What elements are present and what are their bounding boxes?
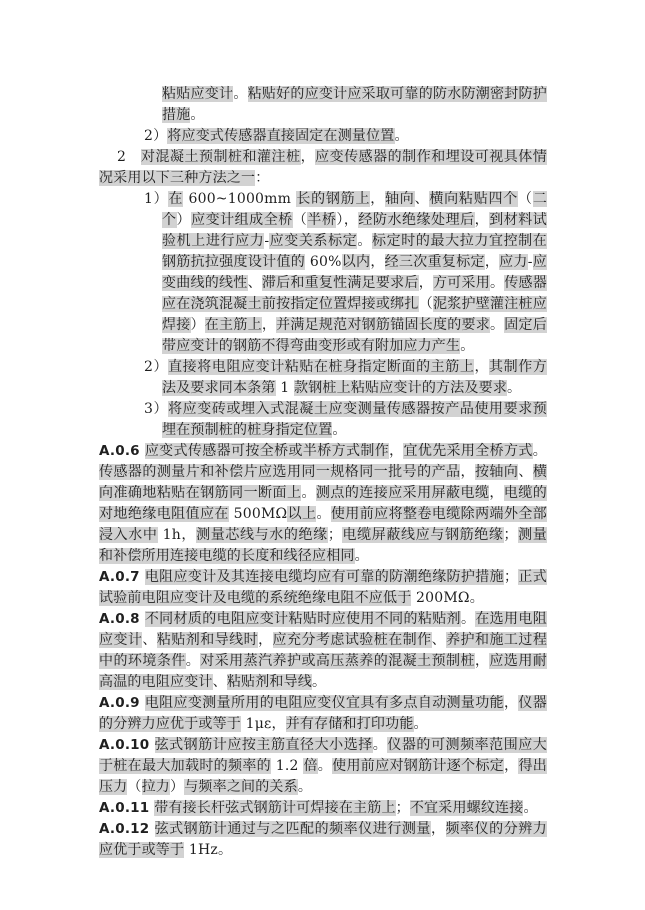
text-run: ， [460,464,475,480]
shaded-text-run: 以上 [287,506,317,522]
text-run: ， [489,485,504,501]
shaded-text-run: 固定后带应变计的钢筋不得弯曲变形或有附加应力产生 [162,317,548,354]
shaded-text-run: 经三次重复标定 [384,254,485,270]
shaded-text-run: 应变传感器的制作和埋设可视具体情况采用以下三种方法之一 [99,149,548,186]
text-run: 。 [507,380,522,396]
text-run: ， [474,359,490,375]
text-run: ， [430,821,446,837]
shaded-text-run: 将应变砖或埋入式混凝土应变测量传感器按产品使用要求预埋在预制桩的桩身指定位置 [162,401,547,438]
text-run: 。 [316,506,331,522]
shaded-text-run: 对采用蒸汽养护或高压蒸养的混凝土预制桩 [200,653,475,669]
shaded-text-run: 粘贴剂和导线 [226,674,313,690]
text-run: （ [127,779,142,795]
method-item-1 [144,189,548,357]
shaded-text-run: 经防水绝缘处理后 [358,212,475,228]
text-run: 、 [431,632,447,648]
shaded-text-run: 按轴向 [474,464,519,480]
text-run: 。 [523,800,538,816]
text-run: 1h， [157,527,197,543]
text-run: ， [300,149,316,165]
method-item-2 [144,357,547,399]
text-run: 、 [247,275,262,291]
shaded-text-run: 使用前应将整卷电缆除两端外全部浸入水中 [99,506,547,543]
shaded-text-run: 在 [168,191,184,207]
shaded-text-run: 在选用电阻应变计 [99,611,547,648]
text-run: ） [176,212,192,228]
shaded-text-run: 并满足规范对钢筋锚固长度的要求 [276,317,491,333]
text-run: 。 [312,674,327,690]
clause-A-0-10 [99,735,547,798]
text-run: ； [503,527,518,543]
text-run: 。 [354,548,369,564]
shaded-text-run: 粘贴应变计 [162,86,234,102]
shaded-text-run: 拉力 [141,779,171,795]
shaded-text-run: 频率仪的分辨力应优于或等于 [99,821,547,858]
text-run: 。 [490,275,505,291]
text-run: 。 [394,128,409,144]
document-body [99,84,547,861]
shaded-text-run: 电缆的对地绝缘电阻值应在 [99,485,548,522]
text-run: ； [504,569,519,585]
shaded-text-run: 电阻应变计及其连接电缆均应有可靠的防潮绝缘防护措施 [144,569,505,585]
shaded-text-run: 款钢桩上粘贴应变计的方法及要求 [294,380,508,396]
text-run: 。 [301,485,316,501]
shaded-text-run: 仪器的可测频率范围应大于桩在最大加载时的频率的 [99,737,548,774]
shaded-text-run: 横向粘贴四个 [429,191,519,207]
shaded-text-run: 测量芯线与水的绝缘 [196,527,328,543]
text-run: 、 [212,674,227,690]
text-run: ） [170,779,185,795]
clause-number: A.0.8 [99,611,145,627]
list-number: 1） [144,191,169,207]
clause-number: A.0.10 [99,737,155,753]
text-run: 。 [297,779,313,795]
clause-number: A.0.9 [99,695,145,711]
method-item-3 [144,399,547,441]
text-run: 1με， [241,716,286,732]
text-run: （ [292,212,308,228]
shaded-text-run: 将应变式传感器直接固定在测量位置 [167,128,395,144]
text-run: 。 [357,233,373,249]
clause-A-0-12 [99,819,547,861]
clause-A-0-11 [99,798,547,819]
shaded-text-run: 以内 [341,254,371,270]
text-run: 。 [233,86,248,102]
clause-number: A.0.12 [99,821,155,837]
shaded-text-run: 到材料试验机上进行应力 [162,212,547,249]
text-run: 500MΩ [228,506,288,522]
shaded-text-run: 倍 [303,758,318,774]
text-run: ， [370,254,385,270]
shaded-text-run: 并有存储和打印功能 [285,716,414,732]
text-run: 、 [142,632,157,648]
text-run: 600~1000mm [183,191,297,207]
shaded-text-run: 与频率之间的关系 [184,779,298,795]
shaded-text-run: 在主筋上 [204,317,262,333]
clause-number: A.0.6 [99,443,145,459]
clause-2-concrete-piles [99,147,547,189]
shaded-text-run: 弦式钢筋计通过与之匹配的频率仪进行测量 [154,821,431,837]
text-run: 1 [275,380,295,396]
text-run: ， [418,275,433,291]
text-run: （ [418,296,433,312]
shaded-text-run: 粘贴好的应变计应采取可靠的防水防潮密封防护措施 [162,86,548,123]
shaded-text-run: 得出压力 [99,758,548,795]
shaded-text-run: 二个 [162,191,548,228]
text-run: ， [370,191,386,207]
text-run: 。 [372,737,388,753]
shaded-text-run: 不宜采用螺纹连接 [409,800,524,816]
list-item-1-continuation [162,84,547,126]
text-run: - [527,254,533,270]
text-run: 1Hz。 [184,842,233,858]
shaded-text-run: 直接将电阻应变计粘贴在桩身指定断面的主筋上 [168,359,475,375]
text-run: ）， [336,212,359,228]
list-number: 2 [117,149,141,165]
text-run: ， [484,254,500,270]
text-run: ， [504,695,519,711]
shaded-text-run: 测点的连接应采用屏蔽电缆 [315,485,490,501]
shaded-text-run: 宜优先采用全桥方式 [403,443,533,459]
clause-A-0-6 [99,441,547,567]
shaded-text-run: 应变关系标定 [269,233,358,249]
text-run: 。 [190,107,205,123]
shaded-text-run: 应选用耐高温的电阻应变计 [99,653,547,690]
clause-A-0-9 [99,693,547,735]
shaded-text-run: 电阻应变测量所用的电阻应变仪宜具有多点自动测量功能 [144,695,505,711]
list-number: 3） [144,401,169,417]
clause-A-0-7 [99,567,547,609]
shaded-text-run: 其制作方法及要求同本条第 [162,359,547,396]
shaded-text-run: 测量和补偿所用连接电缆的长度和线径应相同 [99,527,547,564]
text-run: ， [474,653,490,669]
text-run: 。 [185,653,201,669]
shaded-text-run: 粘贴剂和导线时 [156,632,259,648]
shaded-text-run: 养护和施工过程中的环境条件 [99,632,548,669]
shaded-text-run: 仪器的分辨力应优于或等于 [99,695,547,732]
shaded-text-run: 传感器应在浇筑混凝土前按指定位置焊接或绑扎 [162,275,548,312]
text-run: ： [255,170,270,186]
shaded-text-run: 应变计组成全桥 [191,212,293,228]
list-item-2-steel-pile [144,126,547,147]
text-run: 。 [317,758,333,774]
text-run: 、 [414,191,430,207]
clause-number: A.0.11 [99,800,155,816]
text-run: 200MΩ。 [411,590,484,606]
shaded-text-run: 弦式钢筋计应按主筋直径大小选择 [154,737,373,753]
text-run: ； [395,800,410,816]
shaded-text-run: 标定时的最大拉力宜控制在钢筋抗拉强度设计值的 [162,233,548,270]
shaded-text-run: 方可采用 [432,275,491,291]
shaded-text-run: 泥浆护壁灌注桩应焊接 [162,296,547,333]
text-run: ， [261,317,277,333]
shaded-text-run: 带有接长杆弦式钢筋计可焊接在主筋上 [154,800,396,816]
text-run: 。 [332,422,347,438]
shaded-text-run: 正式试验前电阻应变计及电缆的系统绝缘电阻不应低于 [99,569,547,606]
text-run: ； [327,527,343,543]
shaded-text-run: 应变曲线的线性 [162,254,547,291]
text-run: 、 [518,464,533,480]
shaded-text-run: 应充分考虑试验桩在制作 [272,632,432,648]
text-run: 。 [413,716,428,732]
shaded-text-run: 应变式传感器可按全桥或半桥方式制作 [144,443,390,459]
text-run: - [264,233,270,249]
shaded-text-run: 横向准确地粘贴在钢筋同一断面上 [99,464,548,501]
text-run: 1.2 [271,758,304,774]
text-run: 60% [305,254,342,270]
shaded-text-run: 半桥 [307,212,337,228]
shaded-text-run: 不同材质的电阻应变计粘贴时应使用不同的粘贴剂 [144,611,461,627]
text-run: ， [258,632,273,648]
text-run: （ [518,191,533,207]
text-run: ， [474,212,490,228]
shaded-text-run: 长的钢筋上 [296,191,371,207]
shaded-text-run: 电缆屏蔽线应与钢筋绝缘 [342,527,504,543]
text-run: 。 [490,317,505,333]
text-run: ， [504,758,519,774]
text-run: ， [389,443,404,459]
list-number: 2） [144,359,169,375]
text-run: 。 [460,611,476,627]
shaded-text-run: 轴向 [385,191,415,207]
shaded-text-run: 应力 [499,254,528,270]
text-run: 。 [460,338,475,354]
shaded-text-run: 传感器的测量片和补偿片应选用同一规格同一批号的产品 [99,464,461,480]
shaded-text-run: 使用前应对钢筋计逐个标定 [332,758,505,774]
clause-number: A.0.7 [99,569,145,585]
list-number: 2） [144,128,168,144]
shaded-text-run: 对混凝土预制桩和灌注桩 [140,149,301,165]
text-run: ） [190,317,205,333]
text-run: 。 [532,443,547,459]
shaded-text-run: 滞后和重复性满足要求后 [261,275,419,291]
clause-A-0-8 [99,609,547,693]
